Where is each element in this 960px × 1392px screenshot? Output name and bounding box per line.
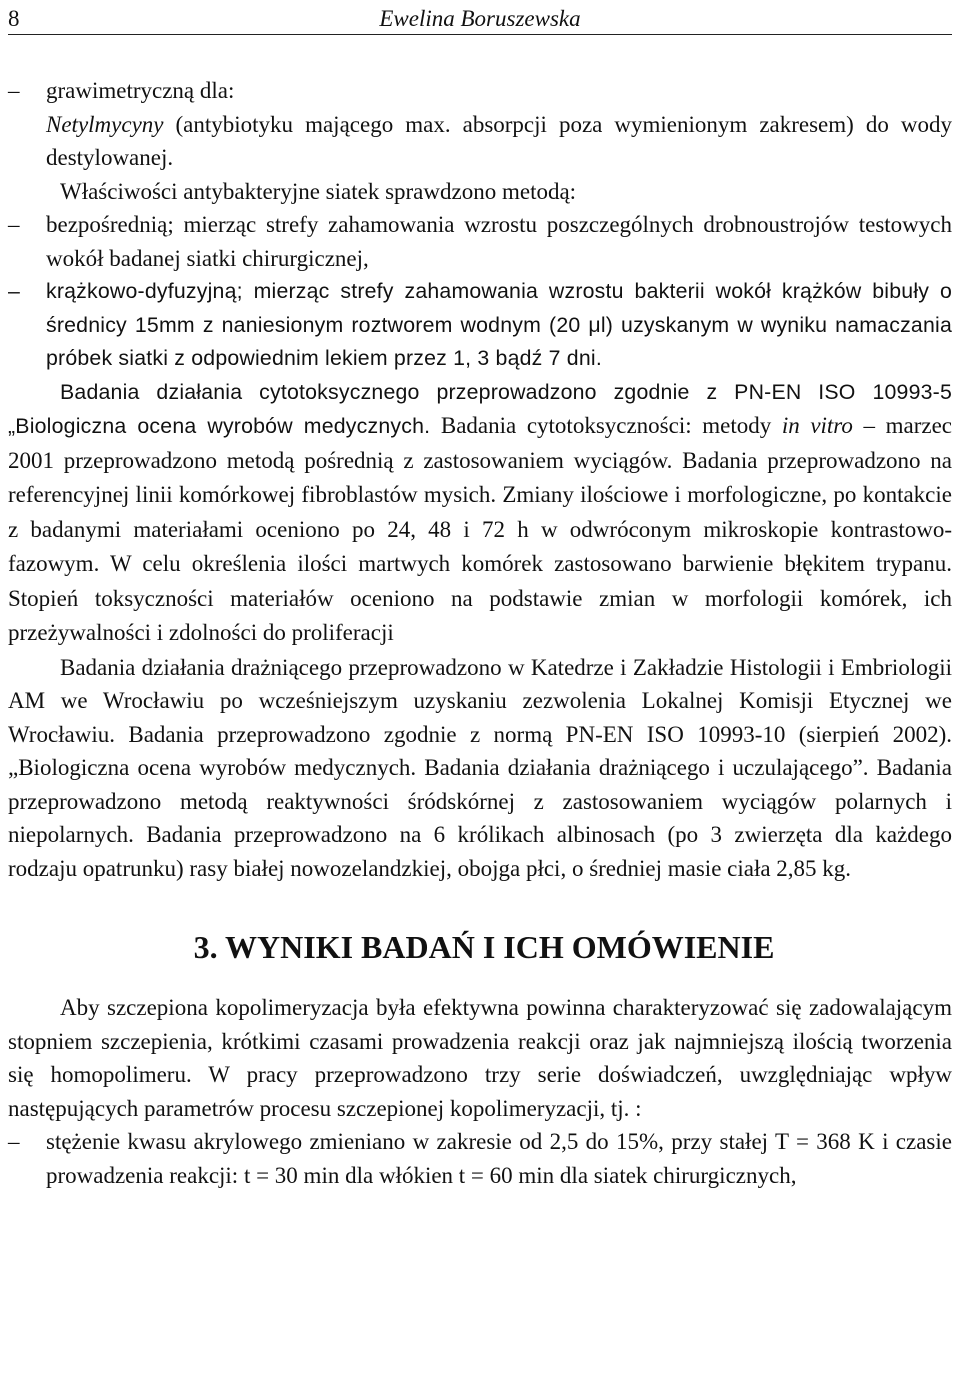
running-title: Ewelina Boruszewska [379, 6, 581, 31]
spacer [8, 967, 952, 991]
cytotoxicity-standard: Badania działania cytotoksycznego przeprowadzono zgodnie z PN-EN ISO 10993-5 „Biologiczna ocena wyrobów medycznych. [8, 379, 952, 438]
list-item-direct-method [8, 208, 952, 275]
dash-bullet: – [8, 212, 20, 237]
section-heading: 3. WYNIKI BADAŃ I ICH OMÓWIENIE [193, 929, 775, 965]
dash-bullet: – [8, 1129, 20, 1154]
paragraph-irritation: Badania działania drażniącego przeprowadzono w Katedrze i Zakładzie Histologii i Embriologii AM we Wrocławiu po wcześniejszym uzyskaniu zezwolenia Lokalnej Komisji Etycznej we Wrocławiu. Badania przeprowadzono zgodnie z normą PN-EN ISO 10993-10 (sierpień 2002). „Biologiczna ocena wyrobów medycznych. Badania działania drażniącego i uczulającego”. Badania przeprowadzono metodą reaktywności śródskórnej z zastosowaniem wyciągów polarnych i niepolarnych. Badania przeprowadzono na 6 królikach albinosach (po 3 zwierzęta dla każdego rodzaju opatrunku) rasy białej nowozelandzkiej, obojga płci, o średniej masie ciała 2,85 kg. [8, 654, 952, 881]
drug-name: Netylmycyny [46, 111, 164, 137]
list-item-text: stężenie kwasu akrylowego zmieniano w zakresie od 2,5 do 15%, przy stałej T = 368 K i czasie prowadzenia reakcji: t = 30 min dla włókien t = 60 min dla siatek chirurgicznych, [46, 1129, 952, 1188]
list-item-text [46, 74, 952, 175]
paragraph: Właściwości antybakteryjne siatek sprawdzono metodą: [60, 178, 577, 204]
list-item-line: (antybiotyku mającego max. absorpcji poza wymienionym zakresem) do wody destylowanej. [46, 111, 952, 170]
list-item-acrylic-acid [8, 1125, 952, 1192]
list-item-text: krążkowo-dyfuzyjną; mierząc strefy zahamowania wzrostu bakterii wokół krążków bibuły o średnicy 15mm z naniesionym roztworem wodnym (20 μl) uzyskanym w wyniku namaczania próbek siatki z odpowiednim lekiem przez 1, 3 bądź 7 dni. [46, 279, 952, 370]
cytotoxicity-text [8, 413, 952, 645]
running-header [8, 0, 952, 34]
list-item-gravimetric [8, 74, 952, 175]
page-number: 8 [8, 6, 20, 31]
in-vitro-term: in vitro [781, 413, 853, 438]
dash-bullet: – [8, 279, 21, 303]
text-run: – marzec 2001 przeprowadzono metodą pośrednią z zastosowaniem wyciągów. Badania przeprowadzono na referencyjnej linii komórkowej fibroblastów mysich. Zmiany ilościowe i morfologiczne, po kontakcie z badanymi materiałami oceniono po 24, 48 i 72 h w odwróconym mikroskopie kontrastowo-fazowym. W celu określenia ilości martwych komórek zastosowano barwienie błękitem trypanu. Stopień toksyczności materiałów oceniono na podstawie zmian w morfologii komórek, ich przeżywalności i zdolności do proliferacji [8, 413, 952, 645]
spacer [8, 885, 952, 927]
list-item-disk-diffusion [8, 275, 952, 376]
list-item-line: grawimetryczną dla: [46, 78, 235, 103]
dash-bullet: – [8, 78, 20, 103]
header-rule [8, 34, 952, 35]
paragraph-results: Aby szczepiona kopolimeryzacja była efektywna powinna charakteryzować się zadowalającym stopniem szczepienia, krótkimi czasami prowadzenia reakcji oraz jak najmniejszą ilością tworzenia się homopolimeru. W pracy przeprowadzono trzy serie doświadczeń, uwzględniając wpływ następujących parametrów procesu szczepionej kopolimeryzacji, tj. : [8, 995, 952, 1121]
text-run: Badania cytotoksyczności: metody [430, 413, 782, 438]
list-item-text: bezpośrednią; mierząc strefy zahamowania wzrostu poszczególnych drobnoustrojów testowych wokół badanej siatki chirurgicznej, [46, 212, 952, 271]
paragraph-cytotoxicity [8, 376, 952, 651]
body-text [8, 74, 952, 1192]
